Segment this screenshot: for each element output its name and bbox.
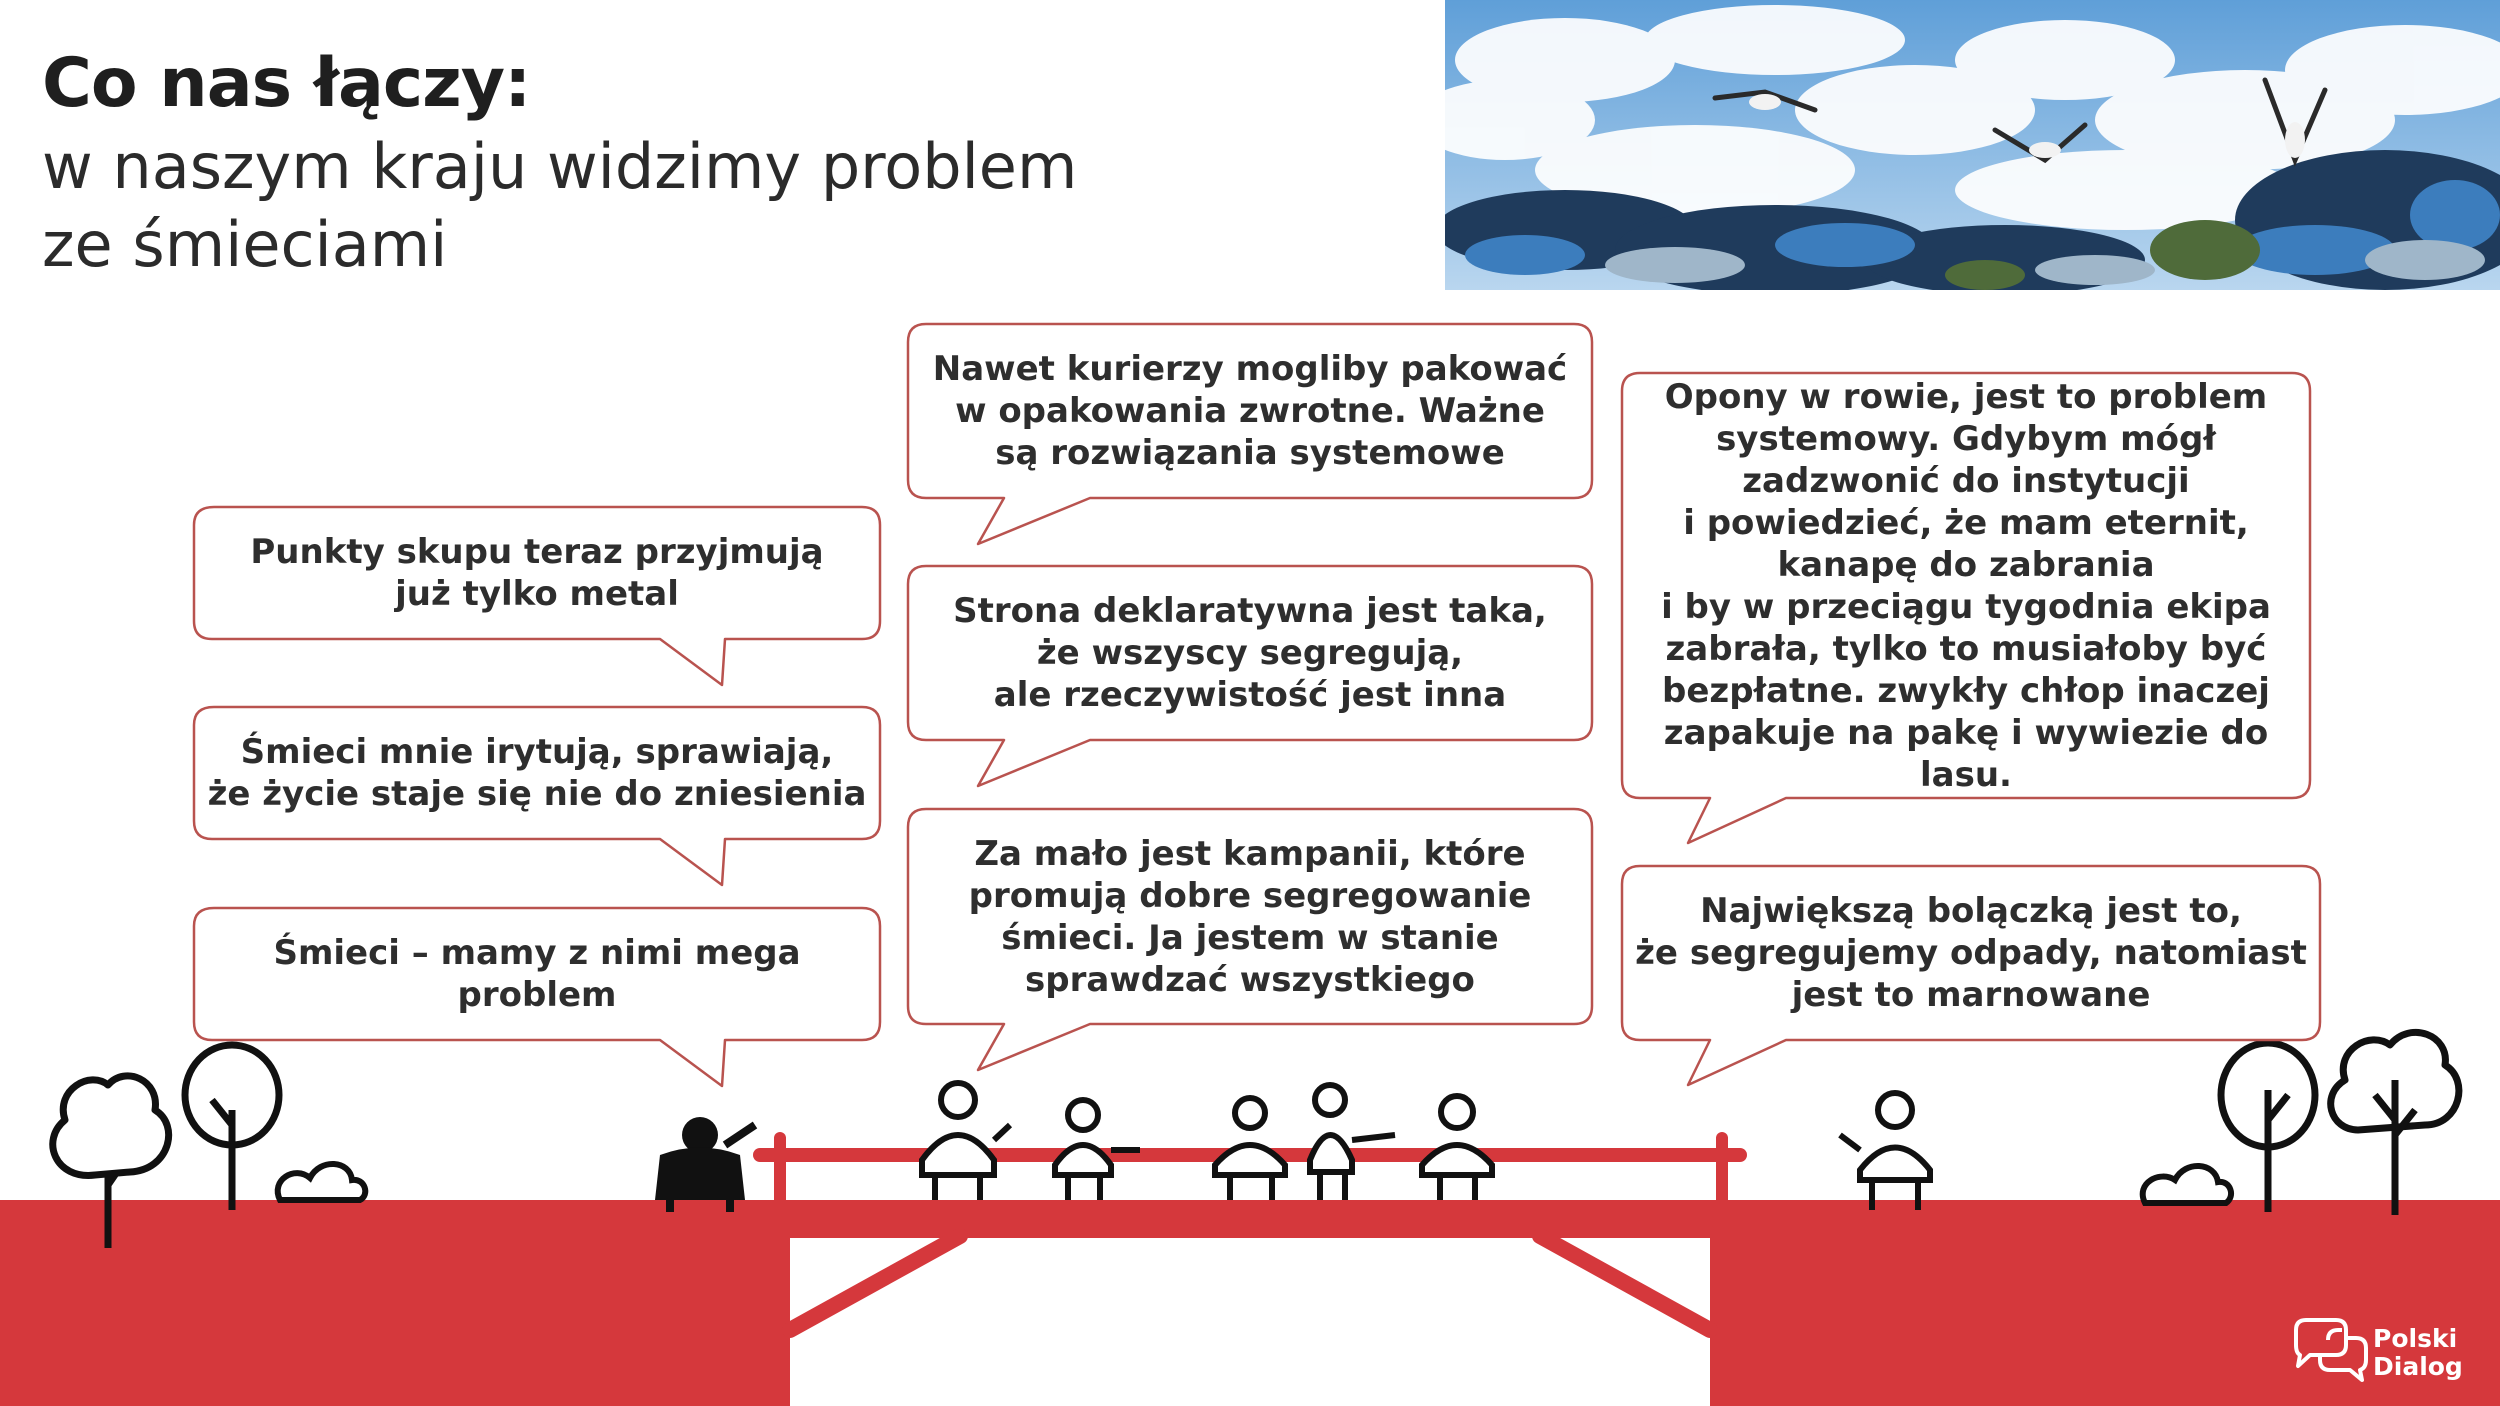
bubble-3-line-1: Śmieci – mamy z nimi mega: [273, 933, 801, 973]
tree-icon: [2331, 1032, 2459, 1215]
bubble-7-line-6: i by w przeciągu tygodnia ekipa: [1661, 586, 2271, 627]
bubble-7: [1626, 378, 2306, 793]
bubble-7-line-7: zabrała, tylko to musiałoby być: [1665, 628, 2267, 669]
bubble-7-line-8: bezpłatne. zwykły chłop inaczej: [1662, 670, 2270, 711]
bubble-2: [200, 712, 874, 834]
bubble-5-line-1: Strona deklaratywna jest taka,: [953, 591, 1547, 631]
bubble-1-line-2: już tylko metal: [395, 574, 679, 614]
tree-icon: [185, 1045, 279, 1210]
bubble-8-line-2: że segregujemy odpady, natomiast: [1635, 933, 2307, 973]
bubble-7-line-3: zadzwonić do instytucji: [1742, 460, 2190, 501]
bubble-7-line-9: zapakuje na pakę i wywiezie do lasu.: [1663, 712, 2269, 795]
bubble-4: [914, 329, 1586, 493]
person-icon: [922, 1083, 1010, 1200]
bubble-5: [914, 571, 1586, 735]
bush-icon: [278, 1164, 366, 1200]
bubble-7-line-2: systemowy. Gdybym mógł: [1716, 418, 2216, 459]
bubble-4-line-3: są rozwiązania systemowe: [995, 433, 1505, 473]
bush-icon: [2143, 1166, 2231, 1203]
page-title: Co nas łączy:: [42, 44, 531, 123]
person-icon: [1840, 1093, 1930, 1210]
bubble-7-line-1: Opony w rowie, jest to problem: [1664, 376, 2268, 417]
bubble-6-line-3: śmieci. Ja jestem w stanie: [1001, 917, 1499, 958]
page-subtitle-line2: ze śmieciami: [42, 208, 448, 281]
bubble-6-line-2: promują dobre segregowanie: [968, 875, 1532, 916]
red-ground: [0, 1200, 2500, 1406]
tree-icon: [2221, 1043, 2315, 1212]
bubble-8-line-3: jest to marnowane: [1791, 975, 2151, 1015]
bubble-2-line-1: Śmieci mnie irytują, sprawiają,: [240, 732, 834, 772]
bubble-7-line-4: i powiedzieć, że mam eternit,: [1683, 502, 2249, 543]
person-icon: [655, 1117, 755, 1212]
logo-line-2: Dialog: [2373, 1352, 2463, 1381]
bubble-5-line-2: że wszyscy segregują,: [1036, 633, 1464, 673]
bubble-3-line-2: problem: [457, 975, 617, 1015]
bubble-8-line-1: Największą bolączką jest to,: [1700, 891, 2242, 931]
bubble-1: [200, 512, 874, 634]
bubble-7-line-5: kanapę do zabrania: [1777, 544, 2155, 585]
bubble-2-line-2: że życie staje się nie do zniesienia: [207, 774, 867, 814]
bubble-3: [200, 913, 874, 1035]
bubble-5-line-3: ale rzeczywistość jest inna: [993, 675, 1507, 715]
bubble-4-line-1: Nawet kurierzy mogliby pakować: [932, 349, 1568, 389]
bubble-6-line-4: sprawdzać wszystkiego: [1025, 959, 1475, 1000]
bubble-8: [1626, 871, 2316, 1035]
person-icon: [1310, 1085, 1395, 1200]
bubble-6-line-1: Za mało jest kampanii, które: [974, 833, 1526, 874]
logo-line-1: Polski: [2373, 1324, 2458, 1353]
bubble-1-line-1: Punkty skupu teraz przyjmują: [250, 532, 824, 572]
page-subtitle-line1: w naszym kraju widzimy problem: [42, 130, 1078, 203]
person-icon: [1055, 1100, 1140, 1200]
logo-text: [2373, 1325, 2463, 1381]
bubble-6: [914, 814, 1586, 1019]
bubble-4-line-2: w opakowania zwrotne. Ważne: [955, 391, 1545, 431]
